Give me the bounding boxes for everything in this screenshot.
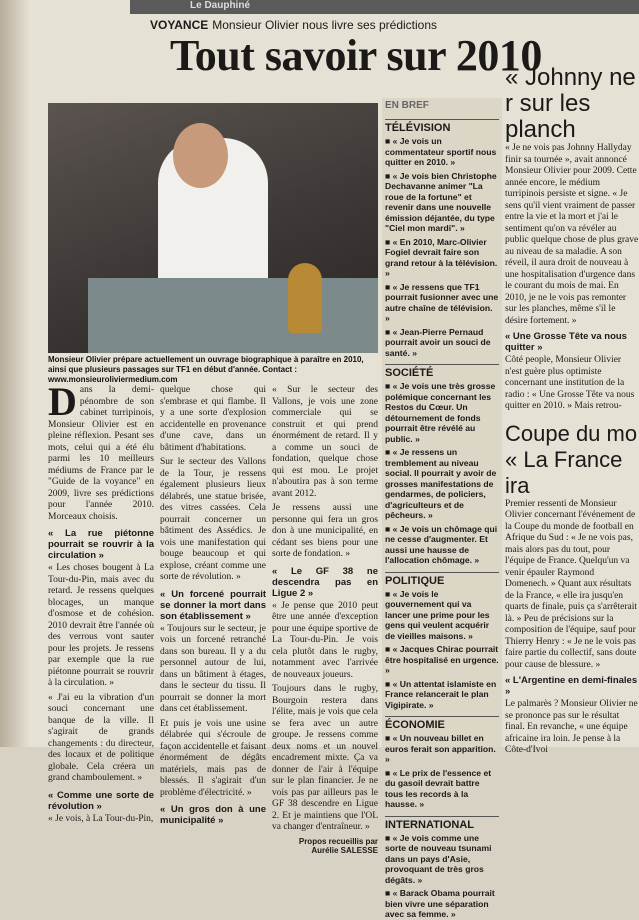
bref-item: ■ « Jean-Pierre Pernaud pourrait avoir un souci de santé. » (385, 326, 491, 358)
photo-head (173, 123, 228, 188)
en-bref-tag: EN BREF (385, 100, 429, 111)
bref-item: ■ « Je vois le gouvernement qui va lancer une prime pour les gens qui veulent acquérir de vieilles maisons. » (385, 588, 490, 641)
subhead: « Comme une sorte de révolution » (48, 789, 154, 812)
paragraph: « Je vois, à La Tour-du-Pin, (48, 813, 154, 824)
bref-item: ■ « Je vois bien Christophe Dechavanne animer "La roue de la fortune" et revenir dans une nouvelle émission déjantée, du type "Ciel mon mardi". » (385, 170, 497, 233)
headline: Tout savoir sur 2010 (170, 31, 542, 80)
article-column-1 (48, 379, 154, 824)
paragraph: « Je pense que 2010 peut être une année d'exception pour une équipe sportive de La Tour-du-Pin. Je vois cela plutôt dans le rugby, notamment avec l'arrivée de nouveaux joueurs. (272, 600, 378, 680)
article-column-3 (272, 385, 378, 855)
top-strip (130, 0, 639, 14)
paragraph: Toujours dans le rugby, Bourgoin restera dans l'élite, mais je vois que cela se fera avec un autre groupe. Je ressens comme deux noms et un nouvel encadrement mixte. Ça va donner de l'air à l'équipe sur le plan financier. Je ne vois pas par ailleurs pas le GF 38 descendre en Ligue 2. Et je maintiens que l'OL va changer d'entraîneur. » (272, 684, 378, 832)
paragraph: Je ressens aussi une personne qui fera un gros don à une municipalité, en cédant ses biens pour une sorte de fondation. » (272, 503, 378, 559)
top-strip-text: Le Dauphiné (190, 0, 251, 11)
article-column-2 (160, 385, 266, 826)
paragraph: « J'ai eu la vibration d'un souci concernant une banque de la ville. Il s'agirait de grands changements : du directeur, des locaux et de politique globale. Cela créera un grand chamboulement. » (48, 692, 154, 783)
photo-statue (288, 263, 322, 333)
bref-item: ■ « Je ressens que TF1 pourrait fusionner avec une autre chaîne de télévision. » (385, 281, 499, 323)
bref-section-title: SOCIÉTÉ (385, 364, 499, 379)
bref-item: ■ « Je vois un commentateur sportif nous quitter en 2010. » (385, 136, 497, 167)
paragraph: « Toujours sur le secteur, je vois un forcené retranché dans son bureau. Il y a du personnel autour de lui, dans un bâtiment à étages, dans le secteur du tissu. Il pourrait se donner la mort dans cet établissement. (160, 623, 266, 714)
paragraph: Le palmarès ? Monsieur Olivier ne se prononce pas sur le résultat final. En revanche, « une équipe africaine ira loin. Je pense à la Côte-d'Ivoi (505, 699, 638, 755)
lead-paragraph: Dans la demi-pénombre de son cabinet turripinois, Monsieur Olivier est en pleine réflexion. Pesant ses mots, celui qui a été élu parmi les 10 meilleurs médiums de France par le "Guide de la voyance" en 2009, livre ses prédictions pour l'année 2010. Morceaux choisis. (48, 379, 154, 522)
paragraph: Côté people, Monsieur Olivier n'est guère plus optimiste concernant une institution de la radio : « Une Grosse Tête va nous quitter en 2010. » Mais retrou- (505, 355, 635, 411)
bref-item: ■ « Jacques Chirac pourrait être hospitalisé en urgence. » (385, 644, 499, 675)
subhead: « Un forcené pourrait se donner la mort dans son établissement » (160, 588, 266, 622)
bref-item: ■ « Je ressens un tremblement au niveau social. Il pourrait y avoir de grosses manifestations de gendarmes, de policiers, d'agriculteurs et de pêcheurs. » (385, 447, 497, 520)
bref-item: ■ « Barack Obama pourrait bien vivre une séparation avec sa femme. » (385, 888, 495, 919)
bref-item: ■ « Un attentat islamiste en France relancerait le plan Vigipirate. » (385, 678, 497, 710)
drop-cap: D (48, 379, 77, 424)
photo-desk (88, 278, 378, 353)
byline: Propos recueillis par Aurélie SALESSE (298, 836, 378, 855)
johnny-headline: « Johnny ne r sur les planch (505, 64, 636, 143)
photo-caption: Monsieur Olivier prépare actuellement un ouvrage biographique à paraître en 2010, ainsi que plusieurs passages sur TF1 en début d'année. Contact : www.monsieuroliviermedium.com (48, 355, 364, 384)
bref-section-title: POLITIQUE (385, 572, 499, 587)
page-fold-shadow (0, 0, 30, 747)
en-bref-sidebar (382, 98, 502, 919)
kicker-label: VOYANCE (150, 18, 209, 32)
bref-item: ■ « Le prix de l'essence et du gasoil devrait battre tous les records à la hausse. » (385, 767, 492, 809)
paragraph: « Sur le secteur des Vallons, je vois une zone commerciale qui se construit et qui prend énormément de retard. Il y a comme un souci de fondation, quelque chose qui est mou. Le projet n'aboutira pas à son terme avant 2012. (272, 385, 378, 499)
bref-item: ■ « Un nouveau billet en euros ferait son apparition. » (385, 733, 496, 764)
paragraph: « Les choses bougent à La Tour-du-Pin, mais avec du retard. Je ressens quelques blocages, un manque d'osmose et de cohésion. 2010 devrait être l'année où des verrous vont sauter pour les projets. Je ressens par exemple que la rue piétonne pourrait se rouvrir à la circulation. » (48, 563, 154, 688)
paragraph: Et puis je vois une usine délabrée qui s'écroule de façon accidentelle et faisant énormément de dégâts matériels, mais pas de blessés. Il s'agirait d'un problème d'électricité. » (160, 718, 266, 798)
bref-section-title: TÉLÉVISION (385, 119, 499, 134)
subhead: « Un gros don à une municipalité » (160, 804, 266, 826)
right-column (505, 64, 639, 755)
paragraph: « Je ne vois pas Johnny Hallyday finir sa tournée », avait annoncé Monsieur Olivier pour 2009. Cette année encore, le médium turripinois persiste et signe. « Je sens qu'il vient vraiment de passer entre la vie et la mort et j'ai le sentiment qu'on va révéler au public quelque chose de plus grave au niveau de sa maladie. A son réveil, il aura droit de nouveau à une hospitalisation d'urgence dans le courant du mois de mai. En 2010, je ne le vois pas remonter sur les planches, même s'il le désire fortement. » (505, 143, 639, 326)
paragraph: Sur le secteur des Vallons de la Tour, je ressens également plusieurs lieux délabrés, une statue brisée, des vitres cassées. Cela pourrait concerner un bâtiment des Assédics. Je vois une manifestation qui bouge beaucoup et qui explose, créant comme une sorte de révolution. » (160, 457, 266, 582)
paragraph: quelque chose qui s'embrase et qui flambe. Il y a une sorte d'explosion accidentelle en provenance d'une cave, dans un bâtiment d'habitations. (160, 385, 266, 453)
bref-section-title: ÉCONOMIE (385, 716, 499, 731)
paragraph: Premier ressenti de Monsieur Olivier concernant l'événement de la Coupe du monde de football en Afrique du Sud : « Je ne vois pas, mais alors pas du tout, pour l'équipe de France. Quelqu'un va venir épauler Raymond Domenech. » Quant aux résultats de la France, « elle ira jusqu'en quarts de finale, puis ça s'arrêterait là. » Peu de précisions sur la composition de l'équipe, sauf pour Thierry Henry : « Je ne le vois pas faire partie du collectif, sans doute pour cause de blessure. » (505, 498, 638, 670)
bref-sections (382, 119, 502, 920)
kicker-text: Monsieur Olivier nous livre ses prédictions (212, 18, 438, 32)
subhead: « L'Argentine en demi-finales » (505, 675, 638, 697)
bref-item: ■ « En 2010, Marc-Olivier Fogiel devrait faire son grand retour à la télévision. » (385, 236, 498, 278)
subhead: « La rue piétonne pourrait se rouvrir à la circulation » (48, 528, 154, 561)
subhead: « Le GF 38 ne descendra pas en Ligue 2 » (272, 565, 378, 599)
medium-photo (48, 103, 378, 353)
bref-item: ■ « Je vois comme une sorte de nouveau tsunami dans un pays d'Asie, provoquant de très gros dégâts. » (385, 832, 492, 885)
bref-item: ■ « Je vois un chômage qui ne cesse d'augmenter. Et aussi une hausse de l'allocation chômage. » (385, 523, 498, 565)
bref-section-title: INTERNATIONAL (385, 816, 499, 831)
subhead: « Une Grosse Tête va nous quitter » (505, 331, 627, 353)
bref-item: ■ « Je vois une très grosse polémique concernant les Restos du Cœur. Un détournement de fonds pourrait être révélé au public. » (385, 381, 496, 444)
coupe-headline: Coupe du mo « La France ira (505, 420, 638, 498)
